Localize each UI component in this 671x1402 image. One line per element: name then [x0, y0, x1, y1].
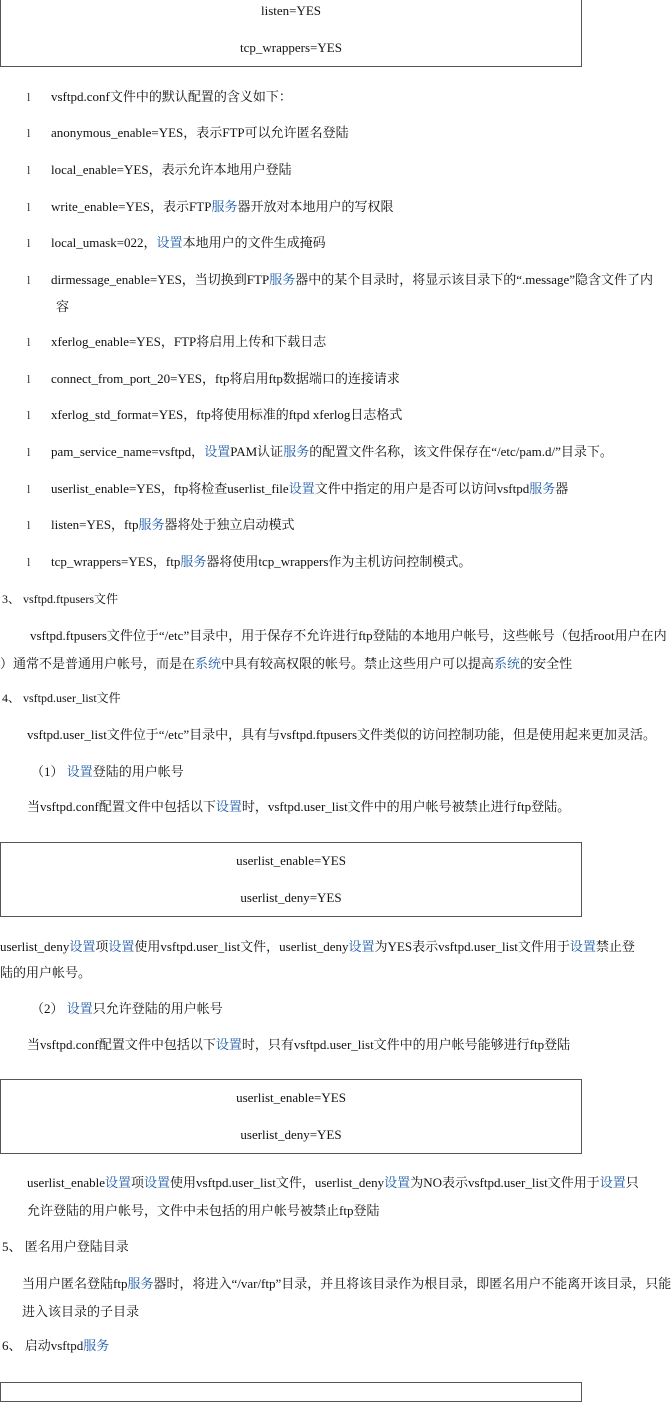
code-line: tcp_wrappers=YES — [240, 40, 342, 55]
text-run: 本地用户的文件生成掩码 — [182, 235, 326, 250]
text-run: tcp_wrappers=YES，ftp — [51, 554, 181, 569]
code-line: userlist_enable=YES — [236, 853, 346, 868]
text-run: 6、 启动vsftpd — [2, 1338, 84, 1353]
text-run: 项 — [95, 939, 109, 954]
text-line — [0, 655, 572, 673]
code-line: userlist_deny=YES — [240, 1127, 342, 1142]
text-run: 时，vsftpd.user_list文件中的用户帐号被禁止进行ftp登陆。 — [241, 799, 571, 814]
keyword-link[interactable]: 设置 — [69, 939, 96, 954]
keyword-link[interactable]: 设置 — [599, 1175, 626, 1190]
keyword-link[interactable]: 服务 — [211, 199, 238, 214]
keyword-link[interactable]: 服务 — [127, 1276, 154, 1291]
bullet-item — [51, 553, 471, 571]
bullet-marker: l — [27, 482, 31, 496]
text-run: 器将使用tcp_wrappers作为主机访问控制模式。 — [206, 554, 472, 569]
keyword-link[interactable]: 设置 — [66, 1001, 93, 1016]
keyword-link[interactable]: 服务 — [529, 481, 556, 496]
text-run: userlist_deny — [0, 939, 70, 954]
text-run: 陆的用户帐号。 — [0, 965, 92, 980]
code-block — [0, 1382, 582, 1402]
text-run: 中具有较高权限的帐号。禁止这些用户可以提高 — [221, 656, 495, 671]
keyword-link[interactable]: 设置 — [569, 939, 596, 954]
bullet-marker: l — [27, 445, 31, 459]
text-run: 5、 匿名用户登陆目录 — [2, 1239, 129, 1254]
text-line — [27, 1174, 639, 1192]
text-line — [0, 964, 91, 982]
text-run: pam_service_name=vsftpd， — [51, 444, 205, 459]
keyword-link[interactable]: 设置 — [204, 444, 231, 459]
keyword-link[interactable]: 设置 — [384, 1175, 411, 1190]
text-line — [27, 726, 656, 744]
text-run: connect_from_port_20=YES，ftp将启用ftp数据端口的连接请求 — [51, 371, 400, 386]
text-run: 器中的某个目录时，将显示该目录下的“.message”隐含文件了内 — [295, 272, 654, 287]
text-run: vsftpd.conf文件中的默认配置的含义如下： — [51, 89, 292, 104]
text-line — [31, 763, 184, 781]
bullet-item — [51, 234, 326, 252]
text-run: （1） — [31, 764, 67, 779]
text-run: vsftpd.ftpusers文件位于“/etc”目录中，用于保存不允许进行ftp登陆的本地用户帐号，这些帐号（包括root用户在内 — [30, 628, 667, 643]
text-run: 只 — [625, 1175, 639, 1190]
text-run: 使用vsftpd.user_list文件，userlist_deny — [134, 939, 349, 954]
text-run: 允许登陆的用户帐号，文件中未包括的用户帐号被禁止ftp登陆 — [27, 1203, 380, 1218]
text-run: xferlog_enable=YES，FTP将启用上传和下载日志 — [51, 334, 327, 349]
text-run: 项 — [131, 1175, 145, 1190]
bullet-item — [51, 333, 326, 351]
keyword-link[interactable]: 系统 — [195, 656, 222, 671]
code-block — [0, 842, 582, 917]
text-run: 当vsftpd.conf配置文件中包括以下 — [27, 799, 216, 814]
bullet-marker: l — [27, 273, 31, 287]
bullet-item — [51, 198, 393, 216]
keyword-link[interactable]: 设置 — [66, 764, 93, 779]
text-run: 为YES表示vsftpd.user_list文件用于 — [374, 939, 570, 954]
text-run: 3、 vsftpd.ftpusers文件 — [2, 592, 118, 606]
bullet-item — [51, 161, 292, 179]
bullet-item — [51, 516, 295, 534]
keyword-link[interactable]: 服务 — [138, 517, 165, 532]
bullet-marker: l — [27, 372, 31, 386]
bullet-marker: l — [27, 163, 31, 177]
keyword-link[interactable]: 设置 — [348, 939, 375, 954]
code-line: userlist_deny=YES — [240, 890, 342, 905]
text-run: anonymous_enable=YES，表示FTP可以允许匿名登陆 — [51, 125, 349, 140]
text-run: 使用vsftpd.user_list文件，userlist_deny — [170, 1175, 385, 1190]
bullet-item — [51, 370, 400, 388]
text-line — [27, 1036, 570, 1054]
keyword-link[interactable]: 设置 — [288, 481, 315, 496]
code-block — [0, 0, 582, 67]
text-run: 器将处于独立启动模式 — [164, 517, 295, 532]
text-run: 禁止登 — [595, 939, 635, 954]
text-run: 只允许登陆的用户帐号 — [92, 1001, 223, 1016]
text-run: local_umask=022， — [51, 235, 157, 250]
bullet-item — [51, 124, 349, 142]
keyword-link[interactable]: 系统 — [494, 656, 521, 671]
text-run: 进入该目录的子目录 — [22, 1304, 140, 1319]
bullet-marker: l — [27, 555, 31, 569]
text-run: userlist_enable=YES，ftp将检查userlist_file — [51, 481, 289, 496]
keyword-link[interactable]: 设置 — [104, 1175, 131, 1190]
text-line — [30, 627, 667, 645]
bullet-item — [51, 406, 402, 424]
text-run: 时，只有vsftpd.user_list文件中的用户帐号能够进行ftp登陆 — [241, 1037, 571, 1052]
bullet-marker: l — [27, 408, 31, 422]
text-line — [2, 689, 121, 707]
text-line — [2, 1238, 129, 1256]
text-run: 器 — [555, 481, 569, 496]
text-line — [2, 590, 118, 608]
code-line: listen=YES — [260, 3, 322, 18]
text-run: 当vsftpd.conf配置文件中包括以下 — [27, 1037, 216, 1052]
text-run: vsftpd.user_list文件位于“/etc”目录中，具有与vsftpd.ftpusers文件类似的访问控制功能，但是使用起来更加灵活。 — [27, 727, 657, 742]
keyword-link[interactable]: 设置 — [156, 235, 183, 250]
text-run: 器时，将进入“/var/ftp”目录，并且将该目录作为根目录，即匿名用户不能离开该目录，只能 — [153, 1276, 671, 1291]
text-line — [22, 1303, 139, 1321]
text-run: 4、 vsftpd.user_list文件 — [2, 691, 121, 705]
keyword-link[interactable]: 设置 — [144, 1175, 171, 1190]
text-run: PAM认证 — [230, 444, 284, 459]
text-run: dirmessage_enable=YES，当切换到FTP — [51, 272, 270, 287]
bullet-marker: l — [27, 90, 31, 104]
bullet-item — [51, 443, 613, 461]
keyword-link[interactable]: 设置 — [108, 939, 135, 954]
bullet-marker: l — [27, 126, 31, 140]
text-run: userlist_enable — [27, 1175, 105, 1190]
bullet-marker: l — [27, 335, 31, 349]
bullet-marker: l — [27, 236, 31, 250]
text-run: 器开放对本地用户的写权限 — [237, 199, 394, 214]
keyword-link[interactable]: 服务 — [83, 1338, 110, 1353]
text-run: 为NO表示vsftpd.user_list文件用于 — [410, 1175, 600, 1190]
text-line — [27, 798, 570, 816]
text-run: 登陆的用户帐号 — [92, 764, 184, 779]
text-run: 当用户匿名登陆ftp — [22, 1276, 128, 1291]
text-line — [31, 1000, 223, 1018]
bullet-marker: l — [27, 518, 31, 532]
keyword-link[interactable]: 服务 — [283, 444, 310, 459]
text-run: local_enable=YES，表示允许本地用户登陆 — [51, 162, 292, 177]
text-run: （2） — [31, 1001, 67, 1016]
code-block — [0, 1079, 582, 1154]
text-run: xferlog_std_format=YES，ftp将使用标准的ftpd xferlog日志格式 — [51, 407, 403, 422]
text-run: 文件中指定的用户是否可以访问vsftpd — [314, 481, 530, 496]
text-run: listen=YES，ftp — [51, 517, 139, 532]
keyword-link[interactable]: 服务 — [269, 272, 296, 287]
text-run: 的安全性 — [520, 656, 573, 671]
text-run: ）通常不是普通用户帐号，而是在 — [0, 656, 196, 671]
bullet-item — [51, 271, 653, 289]
keyword-link[interactable]: 服务 — [180, 554, 207, 569]
text-run: 的配置文件名称，该文件保存在“/etc/pam.d/”目录下。 — [309, 444, 613, 459]
keyword-link[interactable]: 设置 — [215, 799, 242, 814]
text-line — [27, 1202, 379, 1220]
bullet-item — [51, 88, 292, 106]
code-line: userlist_enable=YES — [236, 1090, 346, 1105]
bullet-item — [51, 480, 568, 498]
bullet-continuation: 容 — [56, 299, 70, 314]
bullet-marker: l — [27, 200, 31, 214]
text-line — [22, 1275, 671, 1293]
text-line — [2, 1337, 109, 1355]
keyword-link[interactable]: 设置 — [215, 1037, 242, 1052]
text-line — [0, 938, 635, 956]
text-run: write_enable=YES，表示FTP — [51, 199, 212, 214]
